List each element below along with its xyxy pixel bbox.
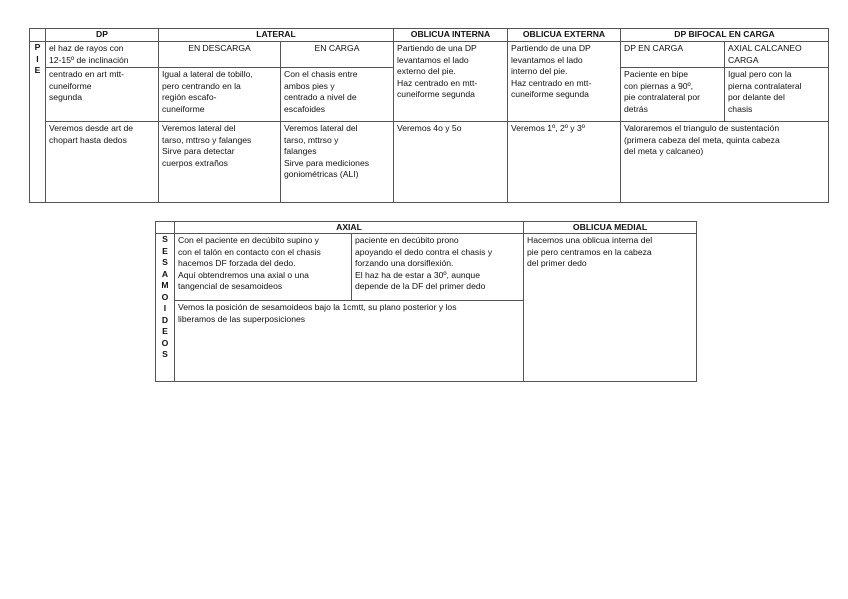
descarga-desc-cell: Igual a lateral de tobillo, pero centrando en la región escafo- cuneiforme — [159, 68, 281, 122]
oblicua-interna-cell: Partiendo de una DP levantamos el lado externo del pie. Haz centrado en mtt- cuneiforme segunda — [394, 42, 508, 122]
descarga-veremos-cell: Veremos lateral del tarso, mttrso y falanges Sirve para detectar cuerpos extraños — [159, 122, 281, 203]
header-lateral: LATERAL — [159, 29, 394, 42]
header-oblicua-medial: OBLICUA MEDIAL — [524, 222, 697, 234]
bifocal-desc-cell: Paciente en bipe con piernas a 90º, pie contralateral por detrás — [621, 68, 725, 122]
dp-veremos-cell: Veremos desde art de chopart hasta dedos — [46, 122, 159, 203]
header-dp: DP — [46, 29, 159, 42]
header-dp-bifocal: DP BIFOCAL EN CARGA — [621, 29, 829, 42]
vemos-cell: Vemos la posición de sesamoideos bajo la 1cmtt, su plano posterior y los liberamos de las superposiciones — [175, 301, 524, 382]
side-label-sesamoideos: S E S A M O I D E O S — [156, 234, 175, 382]
foot-projections-table — [29, 28, 829, 203]
axial-desc-cell: Igual pero con la pierna contralateral por delante del chasis — [725, 68, 829, 122]
en-carga-label: EN CARGA — [281, 42, 394, 68]
header-axial: AXIAL — [175, 222, 524, 234]
oi-veremos-cell: Veremos 4o y 5o — [394, 122, 508, 203]
bifocal-veremos-cell: Valoraremos el triangulo de sustentación (primera cabeza del meta, quinta cabeza del meta y calcaneo) — [621, 122, 829, 203]
header-oblicua-externa: OBLICUA EXTERNA — [508, 29, 621, 42]
dp-top-cell: el haz de rayos con 12-15º de inclinación — [46, 42, 159, 68]
dp-en-carga-label: DP EN CARGA — [621, 42, 725, 68]
oe-veremos-cell: Veremos 1º, 2º y 3º — [508, 122, 621, 203]
carga-desc-cell: Con el chasis entre ambos pies y centrado a nivel de escafoides — [281, 68, 394, 122]
carga-veremos-cell: Veremos lateral del tarso, mttrso y falanges Sirve para mediciones goniométricas (ALI) — [281, 122, 394, 203]
dp-main-cell: centrado en art mtt- cuneiforme segunda — [46, 68, 159, 122]
oblicua-externa-cell: Partiendo de una DP levantamos el lado interno del pie. Haz centrado en mtt- cuneiforme segunda — [508, 42, 621, 122]
header-oblicua-interna: OBLICUA INTERNA — [394, 29, 508, 42]
corner-cell — [30, 29, 46, 42]
side-label-pie: P I E — [30, 42, 46, 203]
axial-calcaneo-label: AXIAL CALCANEO CARGA — [725, 42, 829, 68]
prono-cell: paciente en decúbito prono apoyando el dedo contra el chasis y forzando una dorsiflexión. El haz ha de estar a 30º, aunque depende de la DF del primer dedo — [352, 234, 524, 301]
corner-cell-2 — [156, 222, 175, 234]
sesamoideos-table — [155, 221, 697, 382]
oblicua-medial-cell: Hacemos una oblicua interna del pie pero centramos en la cabeza del primer dedo — [524, 234, 697, 382]
supino-cell: Con el paciente en decúbito supino y con el talón en contacto con el chasis hacemos DF forzada del dedo. Aquí obtendremos una axial o una tangencial de sesamoideos — [175, 234, 352, 301]
en-descarga-label: EN DESCARGA — [159, 42, 281, 68]
